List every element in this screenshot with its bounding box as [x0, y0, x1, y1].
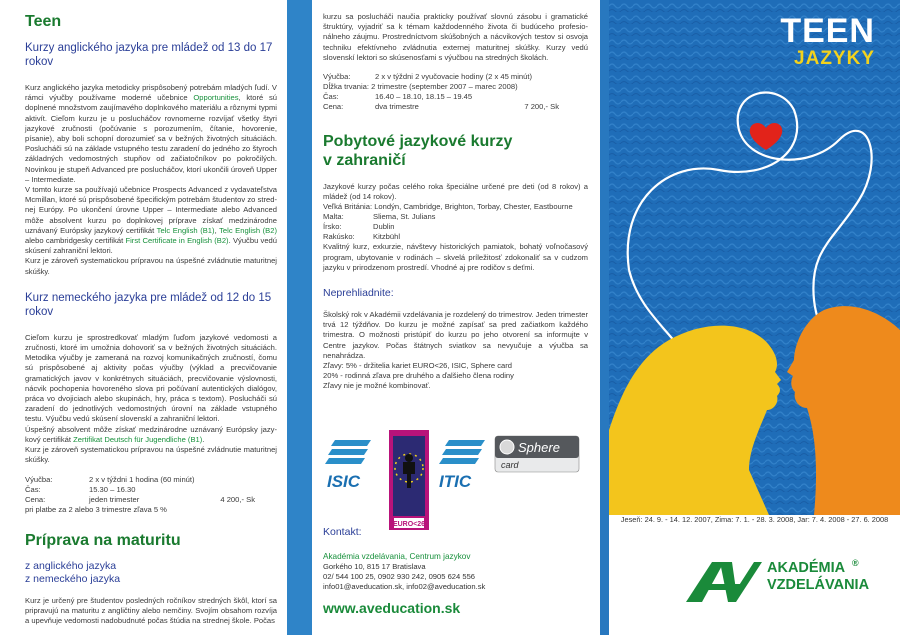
- akademia-logo: [684, 558, 896, 608]
- cover-art-svg: [609, 0, 900, 515]
- sphere-label: Sphere: [518, 440, 560, 455]
- fce-link[interactable]: First Certificate in English (B2): [125, 236, 229, 246]
- notice-paragraph: Školský rok v Akadémii vzdelávania je rozdelený do trimestrov. Jeden trimester trvá 12 týždňov. Do kurzu je možné zapísať sa pred začiatkom každého trimestra. O možnosti pristúpiť do kurzu po jeho otvorení sa informujte v Centre jazykov. Počas štátnych sviatkov sa nevyučuje a výučba sa nenahrádza.: [323, 310, 588, 360]
- maturita-sub-german: z nemeckého jazyka: [25, 572, 121, 585]
- website-link[interactable]: www.aveducation.sk: [323, 600, 461, 616]
- blue-strip-left: [287, 0, 312, 635]
- german-paragraph-1: Cieľom kurzu je sprostredkovať mladým ľuďom jazykové vedomosti a zručnosti, ktoré im umožnia dohovoriť sa v bežných životných situáciách. Metodika výučby je zameraná na rozvoj komunikačných zručností, čomu sú prispôsobené aj aktivity počas výučby (výklad a precvičovanie gramatických javov v konkrétnych situáciách, precvičovanie výslovnosti, nácvik pochopenia hovoreného slova pri počúvaní autentických dialógov, práca vo dvojiciach alebo skupinách, hry, práca s textom). Poslucháči sú zaradení do jednotlivých vedomostných úrovní na základe vstupného testu. Výučbu vedú skúsení slovenskí a zahraniční lektori.: [25, 332, 277, 424]
- itic-label: ITIC: [439, 472, 472, 491]
- opportunities-link[interactable]: Opportunities: [193, 93, 239, 103]
- teen-heading: Teen: [25, 13, 62, 30]
- schedule-row: Čas: 15.30 – 16.30: [25, 484, 136, 494]
- maturita-sub-english: z anglického jazyka: [25, 559, 117, 572]
- sphere-card-label: card: [501, 460, 519, 470]
- german-paragraph-3: Kurz je zároveň systematickou prípravou na úspešné zvládnutie maturitnej skúšky.: [25, 445, 277, 465]
- contact-org: Akadémia vzdelávania, Centrum jazykov: [323, 552, 471, 561]
- contact-address: Gorkého 10, 815 17 Bratislava: [323, 562, 426, 571]
- stays-intro: Jazykové kurzy počas celého roka špeciálne určené pre deti (od 8 rokov) a mládež (od 14 rokov).: [323, 182, 588, 202]
- cover-title-teen: TEEN: [780, 12, 875, 50]
- place-row: Veľká Británia: Londýn, Cambridge, Brighton, Torbay, Chester, Eastbourne: [323, 202, 573, 212]
- telc-b1-link[interactable]: Telc English (B1): [156, 225, 215, 235]
- contact-phones: 02/ 544 100 25, 0902 930 242, 0905 624 556: [323, 572, 476, 581]
- contact-emails[interactable]: info01@aveducation.sk, info02@aveducation.sk: [323, 582, 486, 591]
- german-paragraph-2: Úspešný absolvent môže získať medzinárodne uznávaný Európsky jazykový certifikát Zertifikat Deutsch für Jugendliche (B1).: [25, 424, 277, 444]
- blue-strip-right: [600, 0, 609, 635]
- schedule-row: Cena: dva trimestre 7 200,- Sk: [323, 102, 559, 112]
- telc-b2-link[interactable]: Telc English (B2): [219, 225, 277, 235]
- notice-item: Zľavy nie je možné kombinovať.: [323, 381, 431, 391]
- card-logos: [323, 430, 588, 530]
- maturita-paragraph: Kurz je určený pre študentov posledných ročníkov stredných škôl, ktorí sa pripravujú na maturitu z angličtiny alebo nemčiny. Svojím obsahom rozvíja a upevňuje vedomosti nadobudnuté počas štúdia na strednej škole. Počas: [25, 595, 277, 626]
- akademia-wordmark: AKADÉMIA VZDELÁVANIA: [767, 560, 870, 593]
- stays-heading: Pobytové jazykové kurzy v zahraničí: [323, 133, 513, 170]
- cover-illustration: [609, 0, 900, 515]
- teen-paragraph-2: V tomto kurze sa používajú učebnice Prospects Advanced z vydavateľstva Mcmillan, ktoré sú prispôsobené špecifickým potrebám študentov zo strednej Európy. Po ukončení úrovne Upper – Intermediate alebo Advanced môže absolvent kurzu po doplnkovej príprave získať medzinárodne uznávaný Európsky jazykový certifikát Telc English (B1), Telc English (B2) alebo cambridgesky certifikát First Certificate in English (B2). Výučbu vedú skúsení zahraniční lektori.: [25, 185, 278, 256]
- euro26-logo: [389, 430, 429, 530]
- schedule-row: Výučba: 2 x v týždni 2 vyučovacie hodiny (2 x 45 minút): [323, 72, 533, 82]
- discount-note: pri platbe za 2 alebo 3 trimestre zľava 5 %: [25, 504, 167, 514]
- place-row: Rakúsko: Kitzbühl: [323, 232, 401, 242]
- cover-title-jazyky: JAZYKY: [794, 48, 875, 69]
- teen-paragraph-3: Kurz je zároveň systematickou prípravou na úspešné zvládnutie maturitnej skúšky.: [25, 256, 277, 276]
- zertifikat-link[interactable]: Zertifikat Deutsch für Jugendliche (B1): [73, 434, 203, 444]
- term-dates: Jeseň: 24. 9. - 14. 12. 2007, Zima: 7. 1. - 28. 3. 2008, Jar: 7. 4. 2008 - 27. 6. 2008: [620, 515, 889, 524]
- stays-places-table: [323, 202, 573, 242]
- stays-paragraph: Kvalitný kurz, exkurzie, návštevy historických pamiatok, bohatý voľnočasový program, ubytovanie v rodinách – skvelá príležitosť zdokonaliť sa v cudzom jazyku v prirodzenom prostredí. Vhodné aj pre rodičov s deťmi.: [323, 242, 588, 272]
- teen-paragraph-1: Kurz anglického jazyka metodicky prispôsobený potrebám mladých ľudí. V rámci výučby používame moderné učebnice Opportunities, ktoré sú doplnené množstvom zaujímavého doplnkového materiálu a rôznymi typmi aktivít. Cieľom kurzu je u poslucháčov rovnomerne rozvíjať všetky štyri jazykové zručnosti (počúvanie s porozumením, čítanie, hovorenie, písanie), aby boli schopní dorozumieť sa v bežných životných situáciách. Poslucháči sú na základe vstupného testu zaradení do jedného zo štyroch základných vedomostných stupňov od začiatočníkov po pokročilých. Novinkou je stupeň Advanced pre poslucháčov, ktorí ukončili úroveň Upper – Intermediate.: [25, 83, 277, 184]
- schedule-row: Výučba: 2 x v týždni 1 hodina (60 minút): [25, 474, 195, 484]
- contact-block: [323, 526, 588, 616]
- notice-heading: Neprehliadnite:: [323, 287, 394, 300]
- maturita-continued: kurzu sa poslucháči naučia prakticky používať slovnú zásobu i gramatické štruktúry, vyjadriť sa k témam každodenného života či budúceho profesionálneho záujmu. Prostredníctvom skúšobných a nácvikových testov si osvoja techniku efektívneho zvládnutia externej maturitnej skúšky. Kurzy vedú slovenskí lektori so skúsenosťami s výučbou na stredných školách.: [323, 12, 588, 62]
- teen-subheading: Kurzy anglického jazyka pre mládež od 13 do 17 rokov: [25, 42, 273, 68]
- euro26-label: EURO<26: [392, 521, 426, 528]
- german-subheading: Kurz nemeckého jazyka pre mládež od 12 do 15 rokov: [25, 291, 272, 318]
- left-column: [0, 0, 287, 635]
- registered-mark: ®: [852, 558, 859, 568]
- place-row: Írsko: Dublin: [323, 222, 395, 232]
- card-logos-svg: [323, 430, 588, 530]
- itic-logo: [439, 440, 485, 491]
- schedule-row: Dĺžka trvania: 2 trimestre (september 2007 – marec 2008): [323, 82, 518, 92]
- sphere-card-logo: [495, 436, 579, 472]
- schedule-row: Cena: jeden trimester 4 200,- Sk: [25, 494, 255, 504]
- right-column: [609, 0, 900, 635]
- schedule-row: Čas: 16.40 – 18.10, 18.15 – 19.45: [323, 92, 473, 102]
- contact-heading: Kontakt:: [323, 526, 362, 538]
- isic-logo: [325, 440, 371, 491]
- isic-label: ISIC: [327, 472, 361, 491]
- av-mark-icon: [684, 558, 764, 604]
- notice-item: 20% - rodinná zľava pre druhého a ďalšieho člena rodiny: [323, 371, 514, 381]
- german-schedule-table: [25, 475, 255, 505]
- middle-column: [312, 0, 600, 635]
- notice-item: Zľavy: 5% - držitelia kariet EURO<26, ISIC, Sphere card: [323, 361, 512, 371]
- place-row: Malta: Sliema, St. Julians: [323, 212, 436, 222]
- maturita-schedule-table: [323, 72, 559, 112]
- maturita-heading: Príprava na maturitu: [25, 531, 181, 549]
